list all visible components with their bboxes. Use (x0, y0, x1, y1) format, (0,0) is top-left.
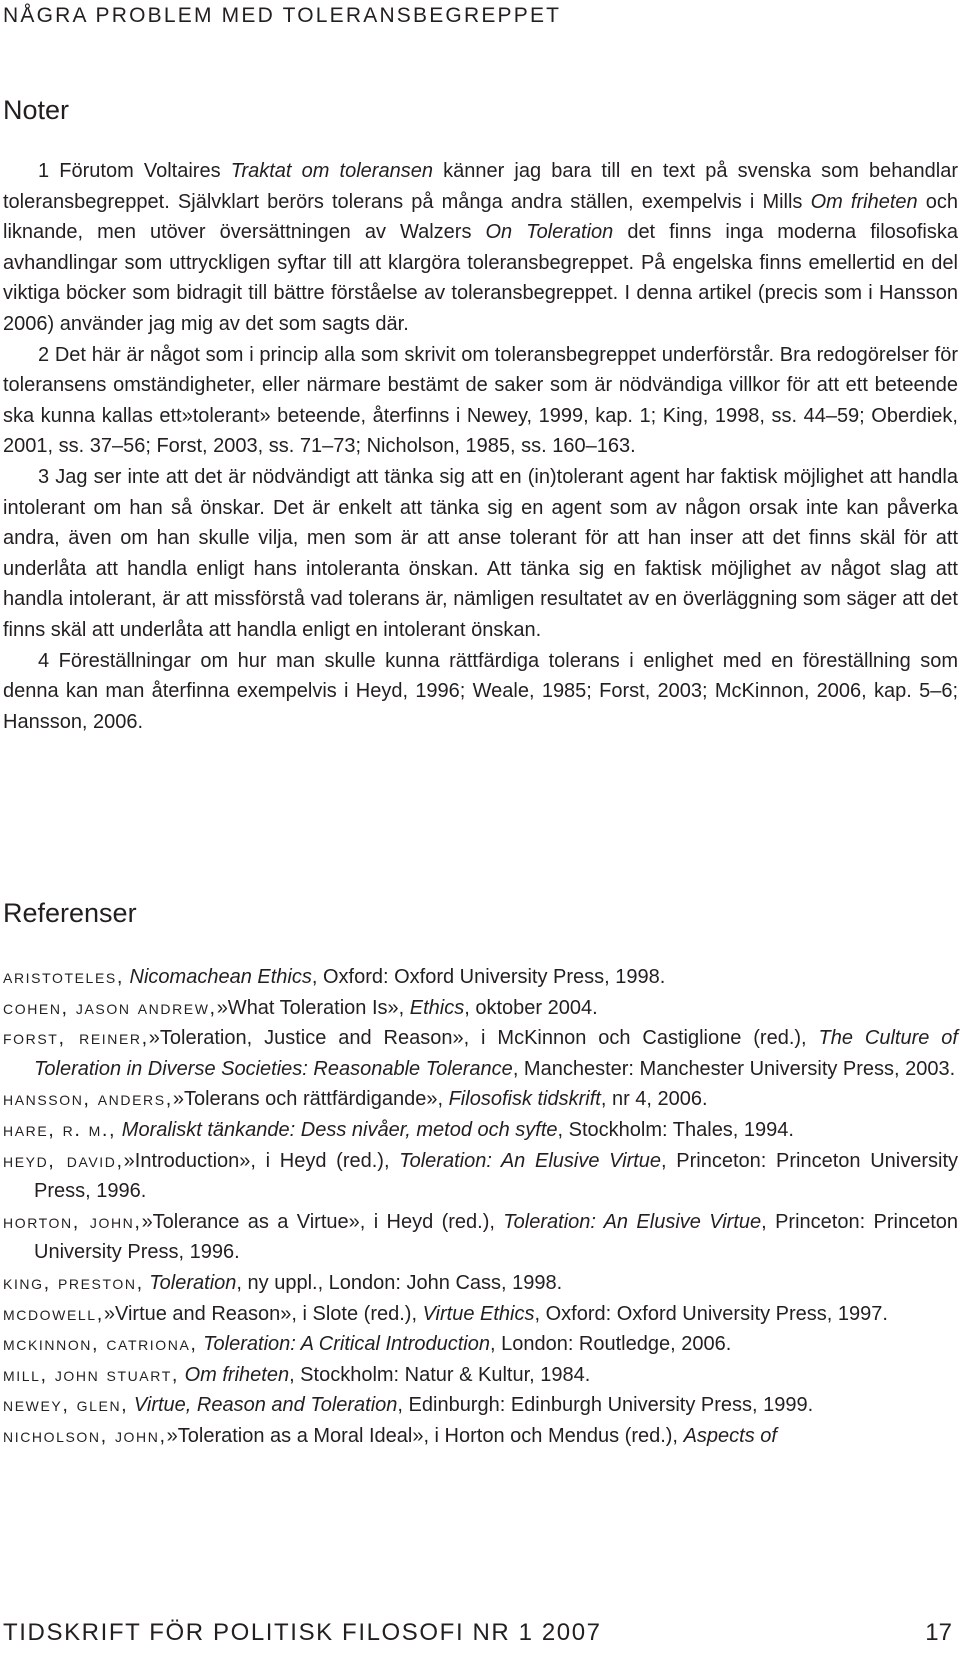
work-title: On Toleration (485, 221, 614, 244)
reference-author: newey, glen, (3, 1394, 129, 1417)
reference-entry (3, 1207, 958, 1268)
references-heading: Referenser (3, 898, 137, 928)
work-title: Nicomachean Ethics (129, 966, 312, 988)
text-segment: »Tolerance as a Virtue», i Heyd (red.), (141, 1210, 504, 1233)
text-segment: »Virtue and Reason», i Slote (red.), (103, 1302, 423, 1325)
note-paragraph (3, 646, 958, 738)
notes-heading: Noter (3, 95, 70, 125)
reference-author: hare, r. m., (3, 1118, 117, 1141)
reference-entry (3, 1084, 958, 1115)
reference-author: mckinnon, catriona, (3, 1333, 198, 1356)
reference-author: horton, john, (3, 1210, 142, 1233)
reference-author: king, preston, (3, 1271, 144, 1294)
reference-author: heyd, david, (3, 1149, 124, 1172)
reference-entry (3, 1146, 958, 1207)
reference-entry (3, 1115, 958, 1146)
work-title: Virtue, Reason and Toleration (133, 1394, 398, 1417)
reference-entry (3, 1023, 958, 1084)
reference-entry (3, 1390, 958, 1421)
reference-author: mcdowell, (3, 1302, 104, 1325)
reference-entry (3, 1421, 958, 1452)
reference-entry (3, 993, 958, 1024)
reference-author: hansson, anders, (3, 1088, 173, 1111)
work-title: Ethics (409, 996, 465, 1019)
running-head: NÅGRA PROBLEM MED TOLERANSBEGREPPET (3, 4, 562, 27)
work-title: Filosofisk tidskrift (448, 1088, 601, 1111)
notes-list (3, 156, 958, 737)
text-segment: , Princeton: Princeton University Press, 1996. (34, 1210, 958, 1264)
work-title: Toleration (149, 1271, 237, 1294)
text-segment: , Stockholm: Natur & Kultur, 1984. (289, 1363, 591, 1386)
text-segment: , oktober 2004. (464, 996, 598, 1019)
text-segment: 3 Jag ser inte att det är nödvändigt att tänka sig att en (in)tolerant agent har faktisk möjlighet att handla intolerant om han så önskar. Det är enkelt att tänka sig en agent som av någon orsak inte kan påverka andra, även om han skulle vilja, men som är att anse tolerant för att han inser att det finns skäl för att underlåta att handla enligt hans intoleranta önskan. Att tänka sig en faktisk möjlighet av något slag att handla intolerant, är att missförstå vad tolerans är, nämligen resultatet av en överläggning som säger att det finns skäl att underlåta att handla enligt en intolerant önskan. (3, 465, 958, 641)
footer-page-number: 17 (925, 1619, 952, 1646)
work-title: The Culture of Toleration in Diverse Societies: Reasonable Tolerance (34, 1027, 958, 1080)
reference-entry (3, 1268, 958, 1299)
text-segment: »Tolerans och rättfärdigande», (172, 1088, 449, 1111)
text-segment: »Introduction», i Heyd (red.), (123, 1149, 400, 1172)
work-title: Om friheten (810, 190, 918, 213)
text-segment: »Toleration as a Moral Ideal», i Horton och Mendus (red.), (166, 1424, 684, 1447)
references-list (3, 962, 958, 1452)
reference-entry (3, 1329, 958, 1360)
text-segment: det finns inga moderna filosofiska avhandlingar som uttryckligen syftar till att klargöra toleransbegreppet. På engelska finns emellertid en del viktiga böcker som bidragit till bättre förståelse av toleransbegreppet. I denna artikel (precis som i Hansson 2006) använder jag mig av det som sagts där. (3, 221, 959, 335)
text-segment: , Oxford: Oxford University Press, 1997. (534, 1302, 888, 1325)
text-segment: , Stockholm: Thales, 1994. (557, 1118, 794, 1141)
reference-author: nicholson, john, (3, 1424, 167, 1447)
reference-author: forst, reiner, (3, 1027, 149, 1050)
reference-entry (3, 962, 958, 993)
reference-author: mill, john stuart, (3, 1363, 180, 1386)
work-title: Om friheten (184, 1363, 290, 1386)
reference-author: cohen, jason andrew, (3, 996, 217, 1019)
work-title: Traktat om toleransen (230, 160, 433, 182)
text-segment: 4 Föreställningar om hur man skulle kunna rättfärdiga tolerans i enlighet med en föreställning som denna kan man återfinna exempelvis i Heyd, 1996; Weale, 1985; Forst, 2003; McKinnon, 2006, kap. 5–6; Hansson, 2006. (3, 649, 958, 733)
text-segment: känner jag bara till en text på svenska som behandlar toleransbegreppet. Självklart berörs tolerans på många andra ställen, exempelvis i Mills (3, 160, 959, 213)
text-segment: , nr 4, 2006. (600, 1088, 708, 1111)
work-title: Moraliskt tänkande: Dess nivåer, metod och syfte (121, 1118, 558, 1141)
note-paragraph (3, 462, 958, 646)
text-segment: 1 Förutom Voltaires (38, 160, 231, 182)
work-title: Toleration: An Elusive Virtue (503, 1210, 762, 1233)
work-title: Virtue Ethics (422, 1302, 535, 1325)
work-title: Aspects of (683, 1424, 777, 1447)
text-segment: , ny uppl., London: John Cass, 1998. (236, 1271, 563, 1294)
text-segment: , London: Routledge, 2006. (489, 1333, 732, 1356)
work-title: Toleration: An Elusive Virtue (399, 1149, 662, 1172)
note-paragraph (3, 156, 958, 340)
text-segment: »What Toleration Is», (216, 996, 410, 1019)
note-paragraph (3, 340, 958, 462)
work-title: Toleration: A Critical Introduction (203, 1333, 490, 1356)
reference-author: aristoteles, (3, 966, 124, 988)
text-segment: 2 Det här är något som i princip alla som skrivit om toleransbegreppet underförstår. Bra redogörelser för toleransens omständigheter, eller närmare bestämt de saker som är nödvändiga villkor för att ett beteende ska kunna kallas ett»tolerant» beteende, återfinns i Newey, 1999, kap. 1; King, 1998, ss. 44–59; Oberdiek, 2001, ss. 37–56; Forst, 2003, ss. 71–73; Nicholson, 1985, ss. 160–163. (3, 343, 958, 458)
text-segment: »Toleration, Justice and Reason», i McKinnon och Castiglione (red.), (148, 1027, 819, 1050)
text-segment: , Manchester: Manchester University Press, 2003. (512, 1057, 956, 1080)
text-segment: och liknande, men utöver översättningen av Walzers (3, 190, 958, 244)
text-segment: , Edinburgh: Edinburgh University Press, 1999. (397, 1394, 814, 1417)
text-segment: , Oxford: Oxford University Press, 1998. (311, 966, 666, 988)
footer-journal-title: TIDSKRIFT FÖR POLITISK FILOSOFI NR 1 2007 (3, 1619, 602, 1646)
reference-entry (3, 1360, 958, 1391)
text-segment: , Princeton: Princeton University Press, 1996. (34, 1149, 959, 1203)
reference-entry (3, 1299, 958, 1330)
